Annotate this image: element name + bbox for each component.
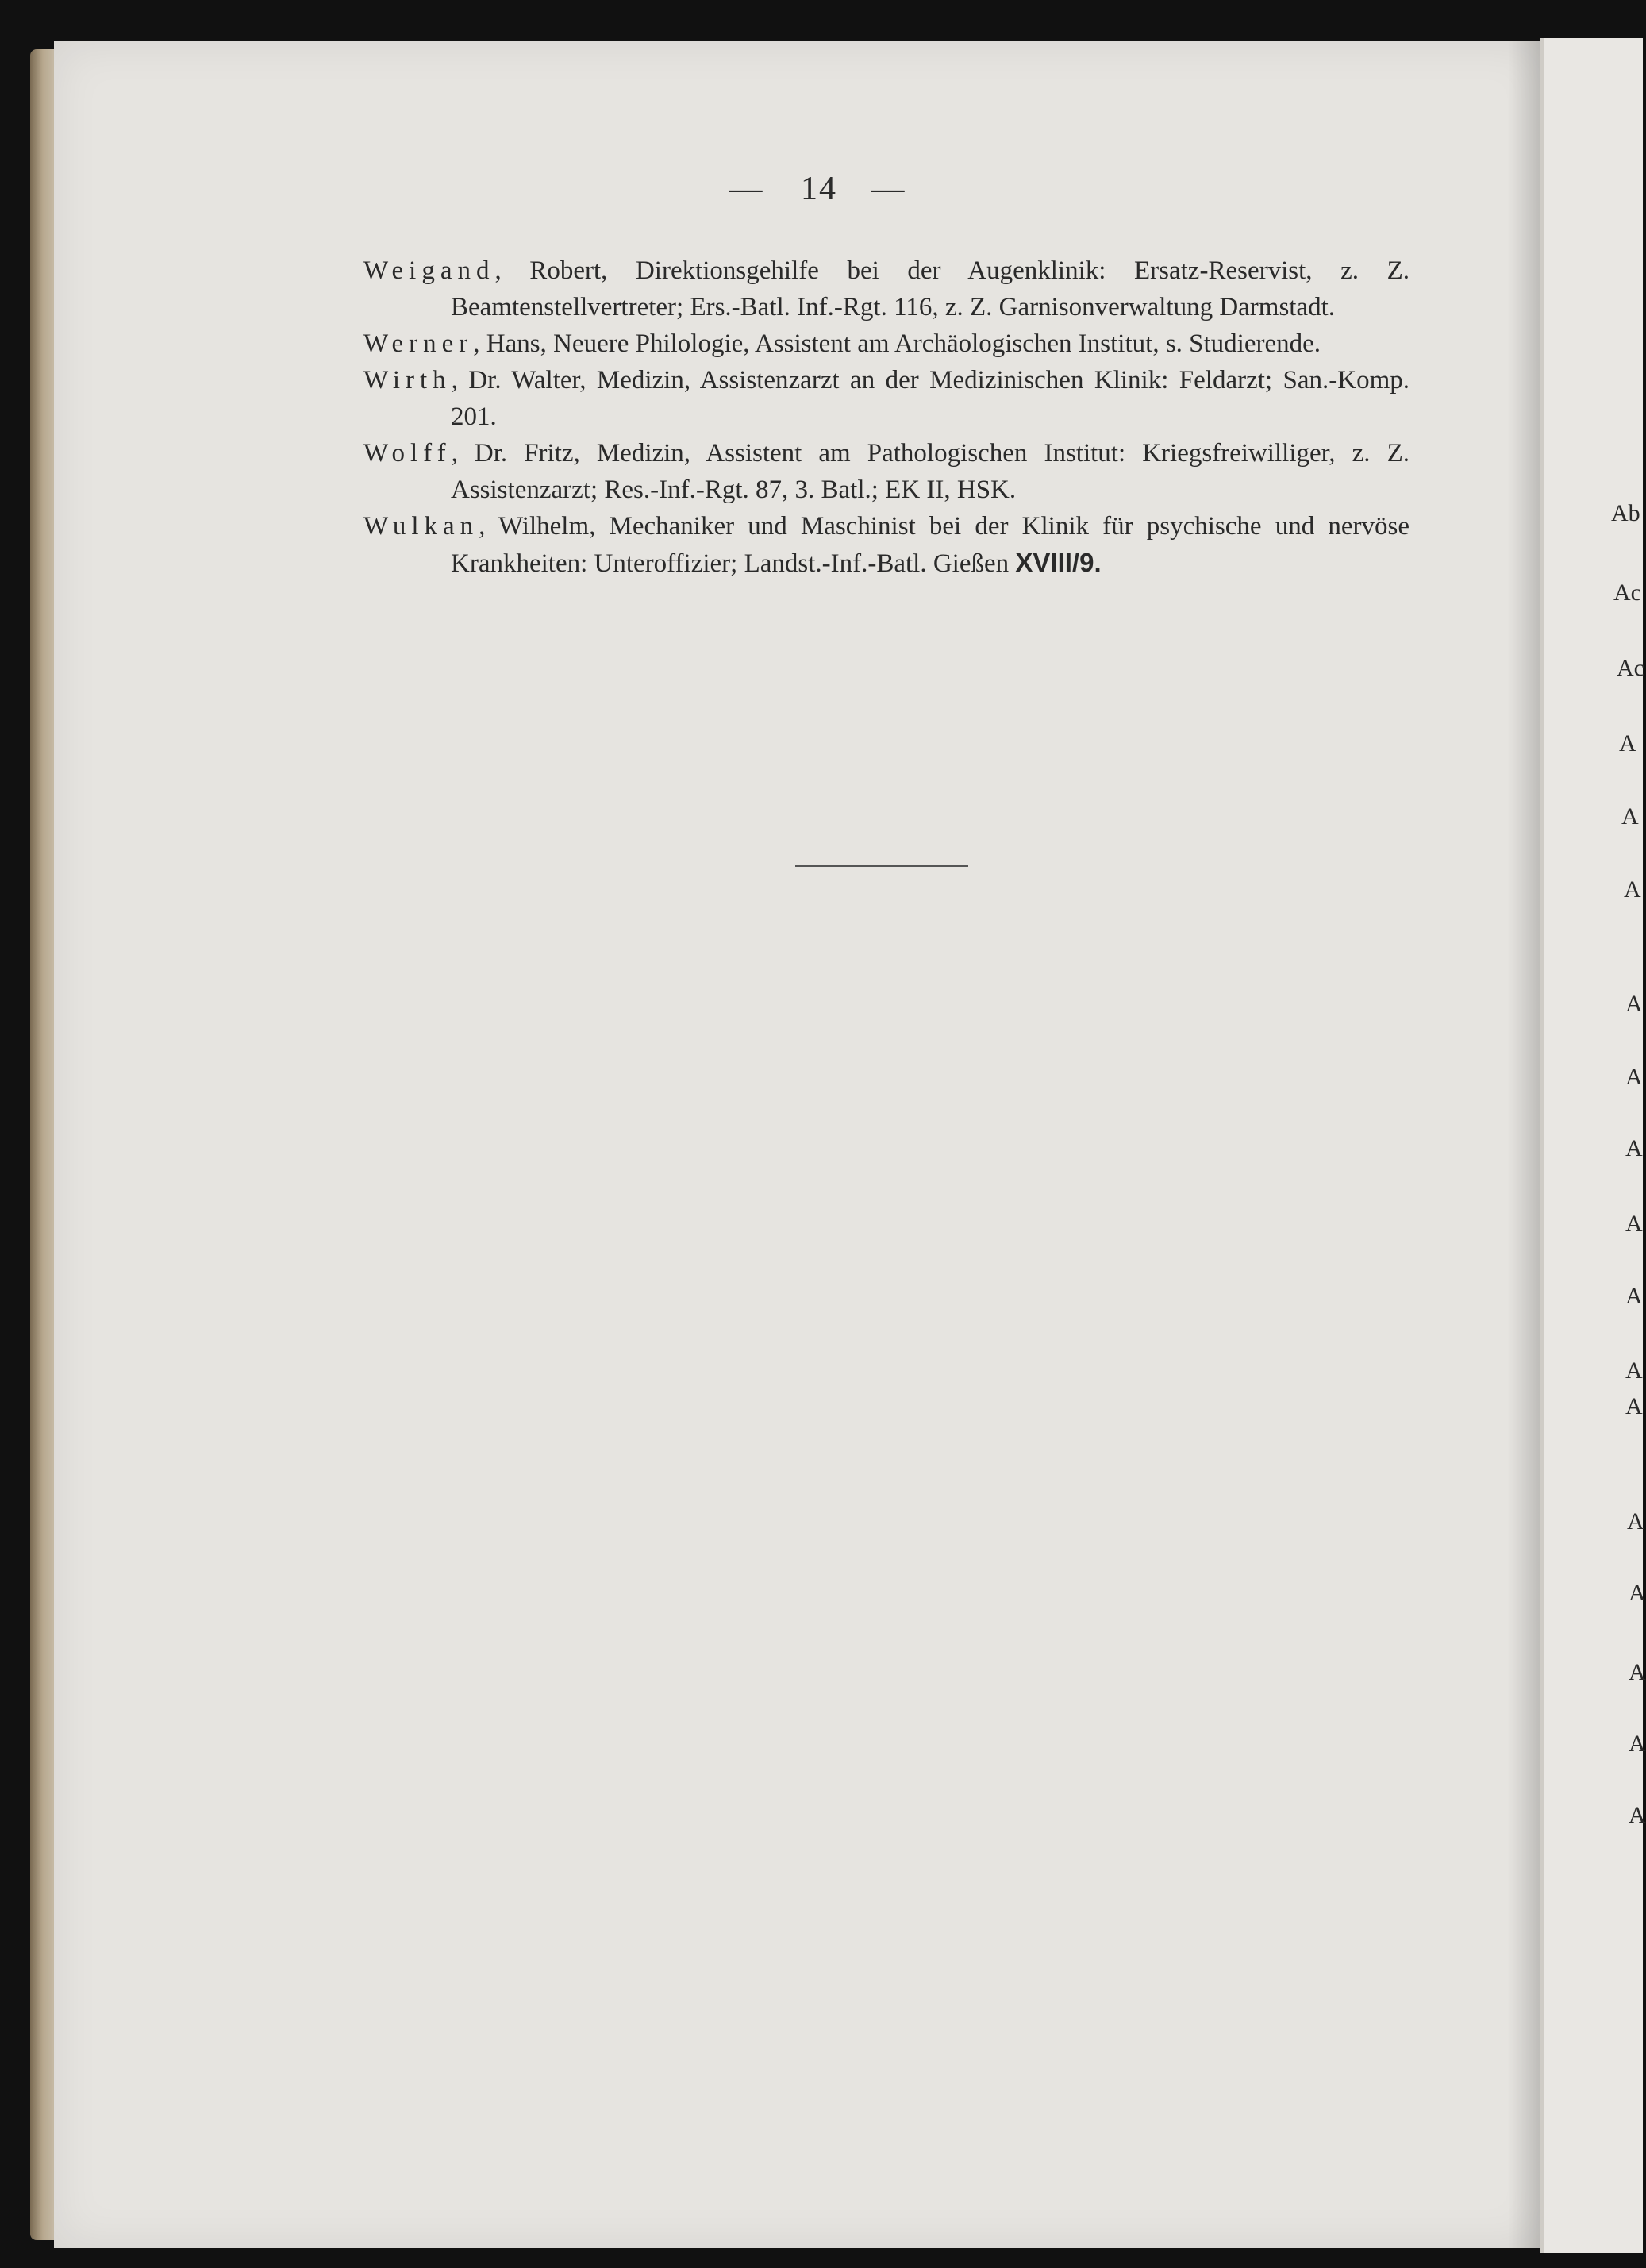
right-page-letter: Ab — [1611, 500, 1640, 526]
right-page-letter: A — [1619, 730, 1636, 757]
right-page-letter: Ac — [1613, 580, 1641, 606]
header-dash-right: — — [871, 171, 910, 207]
entry-surname: Weigand — [363, 256, 495, 285]
right-page-letter: A — [1624, 876, 1641, 903]
entry-wulkan — [363, 508, 1409, 582]
entry-text: , Dr. Walter, Medizin, Assistenzarzt an der Medizinischen Klinik: Feldarzt; San.-Komp. 201. — [451, 366, 1409, 431]
right-page-letter: A — [1627, 1508, 1644, 1534]
right-page-letter: A — [1629, 1802, 1646, 1828]
header-dash-left: — — [729, 171, 767, 207]
entry-weigand — [363, 252, 1409, 325]
page-header — [0, 170, 1638, 208]
right-page-letter: A — [1625, 1393, 1643, 1419]
right-page-letter: A — [1625, 1357, 1643, 1384]
right-page-letter: A — [1625, 1064, 1643, 1090]
right-page-letter: Ac — [1617, 655, 1644, 681]
right-page-letter: A — [1625, 1283, 1643, 1309]
entry-surname: Wulkan — [363, 512, 479, 541]
entry-wirth — [363, 362, 1409, 435]
entry-wolff — [363, 435, 1409, 508]
right-page-letter: A — [1625, 1135, 1643, 1161]
page-number: 14 — [801, 171, 837, 207]
right-page-letter: A — [1625, 1211, 1643, 1237]
entry-bold-tail: XVIII/9. — [1015, 548, 1102, 577]
right-page-letter: A — [1625, 991, 1643, 1017]
entry-surname: Werner — [363, 329, 474, 358]
entry-list — [363, 252, 1409, 582]
right-page-letter: A — [1629, 1659, 1646, 1685]
entry-text: , Dr. Fritz, Medizin, Assistent am Pathologischen Institut: Kriegsfreiwilliger, z. Z. Assistenzarzt; Res.-Inf.-Rgt. 87, 3. Batl.; EK II, HSK. — [451, 439, 1409, 504]
entry-surname: Wirth — [363, 366, 452, 395]
entry-surname: Wolff — [363, 439, 452, 468]
entry-text: , Wilhelm, Mechaniker und Maschinist bei der Klinik für psychische und nervöse Krankheiten: Unteroffizier; Landst.-Inf.-Batl. Gießen — [451, 512, 1409, 578]
entry-text: , Hans, Neuere Philologie, Assistent am Archäologischen Institut, s. Studierende. — [473, 329, 1321, 358]
right-page-letter: A — [1629, 1580, 1646, 1606]
entry-text: , Robert, Direktionsgehilfe bei der Augenklinik: Ersatz-Reservist, z. Z. Beamtenstellvertreter; Ers.-Batl. Inf.-Rgt. 116, z. Z. Garnisonverwaltung Darmstadt. — [451, 256, 1409, 322]
entry-werner — [363, 325, 1409, 362]
right-page-letter: A — [1629, 1731, 1646, 1757]
end-rule — [795, 865, 968, 867]
right-page-letter: A — [1621, 803, 1639, 830]
